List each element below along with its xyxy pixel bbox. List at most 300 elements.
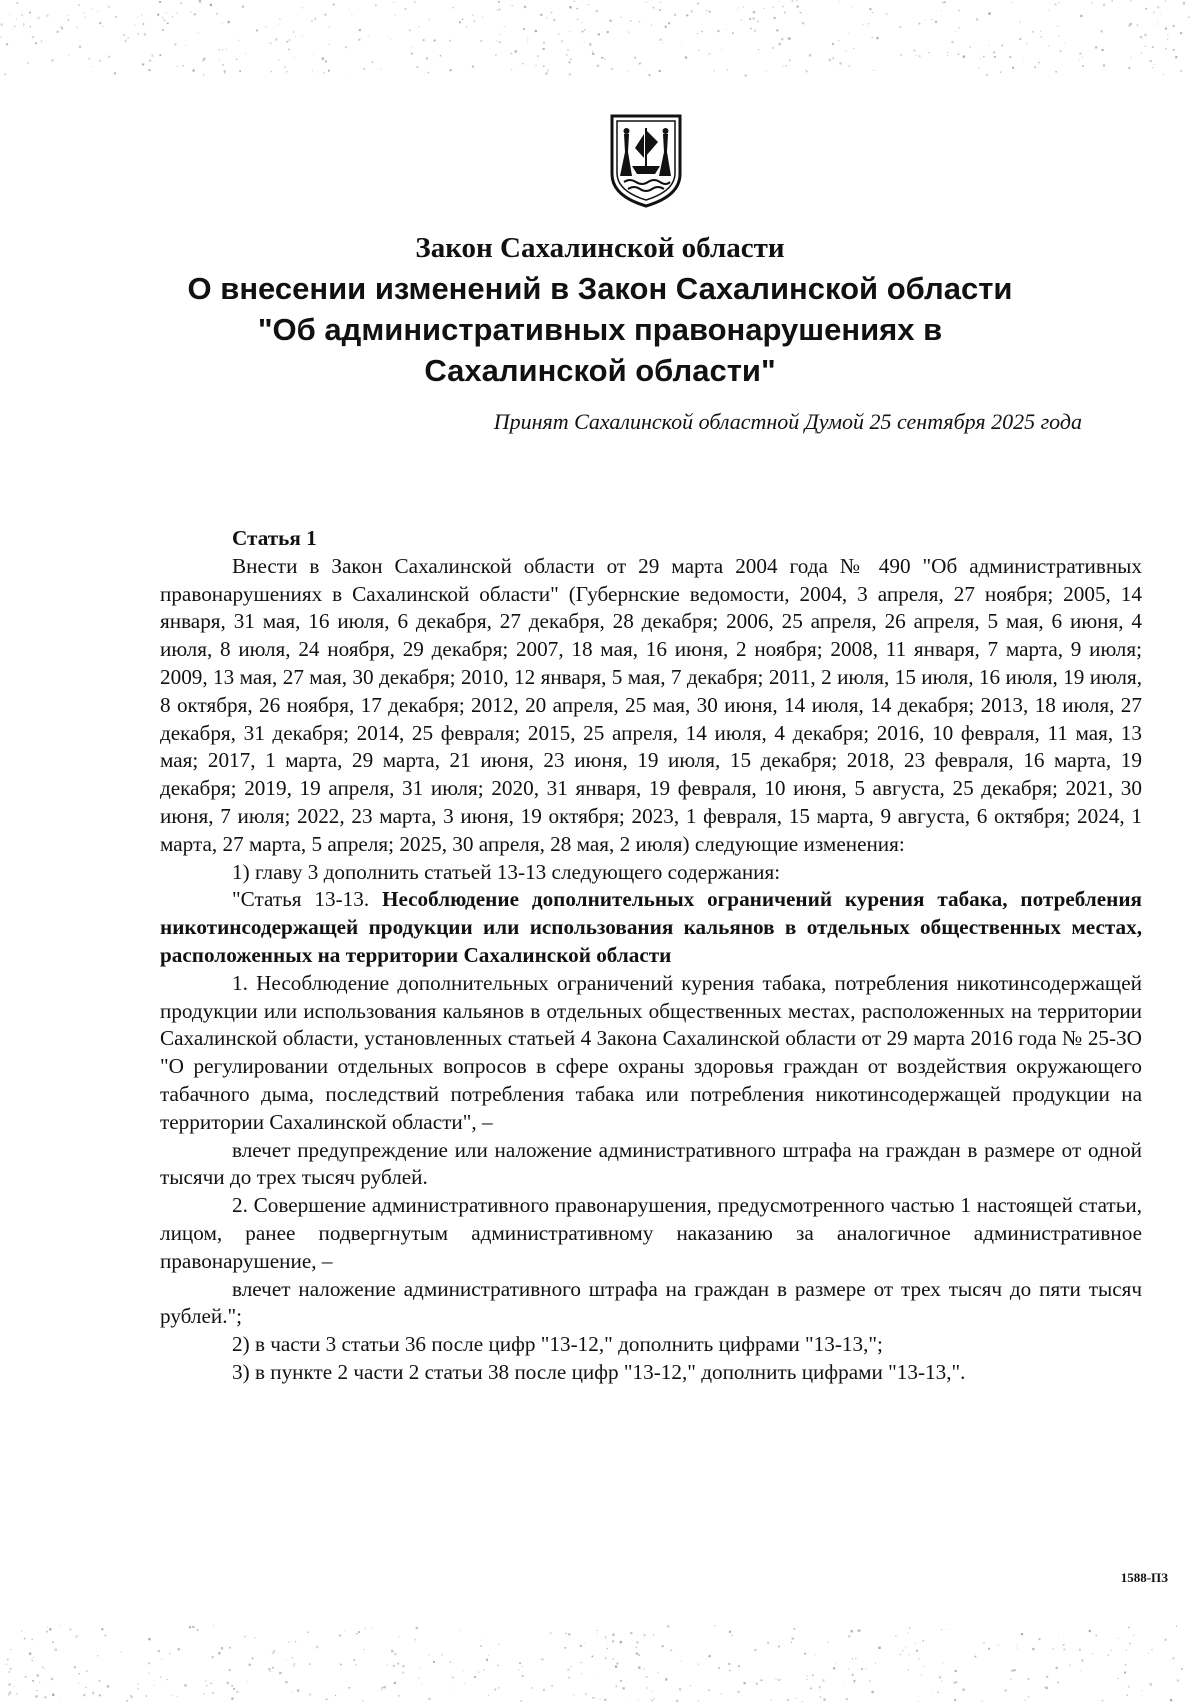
scan-speck	[851, 6, 852, 7]
new-article-prefix: "Статья 13-13.	[232, 887, 370, 912]
scan-speck	[114, 72, 116, 74]
scan-speck	[92, 1692, 94, 1694]
scan-speck	[843, 1685, 844, 1686]
scan-speck	[9, 1691, 11, 1693]
scan-speck	[685, 56, 687, 58]
scan-speck	[254, 1637, 255, 1638]
scan-speck	[718, 1667, 720, 1669]
scan-speck	[449, 40, 451, 42]
scan-speck	[131, 1696, 133, 1698]
scan-speck	[57, 31, 59, 33]
scan-speck	[137, 17, 138, 18]
scan-speck	[819, 1686, 821, 1688]
scan-speck	[1170, 1699, 1172, 1701]
scan-speck	[983, 56, 985, 58]
scan-speck	[541, 1658, 543, 1660]
scan-speck	[543, 42, 545, 44]
scan-speck	[218, 1652, 220, 1654]
scan-speck	[115, 16, 117, 18]
scan-speck	[1063, 1644, 1065, 1646]
scan-speck	[921, 1674, 922, 1675]
scan-speck	[414, 1, 415, 2]
scan-speck	[270, 42, 272, 44]
scan-speck	[568, 1633, 570, 1635]
scan-speck	[97, 1655, 98, 1656]
scan-speck	[85, 17, 86, 18]
scan-speck	[295, 36, 296, 37]
scan-speck	[686, 14, 688, 16]
scan-speck	[101, 1628, 103, 1630]
scan-speck	[459, 21, 461, 23]
scan-speck	[1152, 67, 1153, 68]
scan-speck	[32, 1660, 33, 1661]
scan-speck	[85, 1687, 86, 1688]
scan-speck	[581, 1673, 582, 1674]
scan-speck	[1013, 1669, 1015, 1671]
scan-speck	[764, 8, 765, 9]
scan-speck	[1081, 1659, 1083, 1661]
scan-speck	[868, 23, 869, 24]
scan-speck	[205, 1680, 206, 1681]
scan-speck	[1026, 43, 1027, 44]
scan-speck	[239, 70, 241, 72]
scan-speck	[596, 10, 598, 12]
scan-speck	[607, 31, 609, 33]
scan-speck	[350, 75, 351, 76]
scan-speck	[855, 1658, 856, 1659]
scan-speck	[566, 54, 567, 55]
scan-speck	[1151, 1649, 1152, 1650]
scan-speck	[47, 1627, 48, 1628]
sakhalin-coat-of-arms-icon	[608, 112, 684, 208]
scan-speck	[44, 1696, 46, 1698]
scan-speck	[697, 3, 699, 5]
scan-speck	[543, 1689, 545, 1691]
scan-speck	[51, 1678, 53, 1680]
scan-speck	[1040, 31, 1041, 32]
scan-speck	[463, 1670, 464, 1671]
scan-speck	[639, 63, 640, 64]
scan-speck	[202, 60, 204, 62]
scan-speck	[1056, 1667, 1058, 1669]
scan-speck	[908, 1669, 909, 1670]
scan-speck	[863, 24, 864, 25]
scan-speck	[1165, 28, 1167, 30]
scan-speck	[638, 1666, 640, 1668]
scan-speck	[1181, 1668, 1183, 1670]
scan-speck	[638, 1700, 639, 1701]
scan-speck	[141, 14, 142, 15]
scan-speck	[872, 12, 873, 13]
scan-speck	[607, 1644, 608, 1645]
scan-speck	[547, 70, 549, 72]
scan-speck	[1101, 30, 1103, 32]
scan-speck	[25, 1676, 27, 1678]
scan-speck	[955, 31, 956, 32]
scan-speck	[242, 6, 244, 8]
scan-speck	[573, 1695, 574, 1696]
scan-speck	[61, 26, 62, 27]
document-body	[160, 525, 1142, 1387]
adoption-date: Принят Сахалинской областной Думой 25 сентября 2025 года	[493, 409, 1082, 434]
scan-speck	[164, 19, 166, 21]
scan-speck	[592, 1656, 594, 1658]
scan-speck	[484, 1669, 485, 1670]
scan-speck	[851, 1630, 853, 1632]
scan-speck	[1173, 49, 1175, 51]
scan-speck	[84, 12, 85, 13]
scan-speck	[518, 1670, 519, 1671]
scan-speck	[838, 1, 839, 2]
scan-speck	[352, 15, 353, 16]
scan-speck	[160, 1676, 161, 1677]
scan-speck	[1063, 1649, 1065, 1651]
scan-speck	[932, 1693, 933, 1694]
scan-speck	[852, 1658, 853, 1659]
scan-speck	[97, 11, 98, 12]
scan-speck	[941, 10, 942, 11]
scan-speck	[944, 1, 946, 3]
scan-speck	[709, 53, 711, 55]
scan-speck	[643, 1669, 644, 1670]
scan-speck	[942, 1680, 943, 1681]
document-code: 1588-ПЗ	[1120, 1570, 1168, 1585]
scan-speck	[345, 47, 347, 49]
scan-speck	[309, 1663, 311, 1665]
scan-speck	[278, 24, 279, 25]
scan-speck	[35, 42, 37, 44]
scan-speck	[37, 1690, 38, 1691]
scan-speck	[329, 44, 330, 45]
scan-speck	[953, 1682, 955, 1684]
scan-speck	[1130, 23, 1132, 25]
scan-speck	[738, 1665, 740, 1667]
scan-speck	[585, 1693, 587, 1695]
scan-speck	[462, 19, 463, 20]
scan-speck	[229, 1647, 231, 1649]
scan-speck	[293, 31, 294, 32]
scan-speck	[429, 19, 430, 20]
scan-speck	[460, 1630, 461, 1631]
scan-speck	[1020, 22, 1021, 23]
scan-speck	[668, 22, 670, 24]
scan-speck	[249, 1664, 251, 1666]
scan-speck	[268, 1668, 270, 1670]
scan-speck	[88, 58, 90, 60]
scan-speck	[958, 53, 960, 55]
scan-speck	[714, 1625, 715, 1626]
scan-speck	[1188, 17, 1190, 19]
scan-speck	[947, 52, 948, 53]
scan-speck	[1165, 1639, 1167, 1641]
scan-speck	[216, 13, 218, 15]
scan-speck	[1010, 56, 1012, 58]
scan-speck	[452, 1676, 454, 1678]
scan-speck	[93, 1694, 94, 1695]
scan-speck	[288, 1642, 289, 1643]
scan-speck	[1005, 1690, 1007, 1692]
scan-speck	[1032, 1648, 1034, 1650]
scan-speck	[806, 71, 807, 72]
scan-speck	[1079, 1649, 1081, 1651]
scan-speck	[561, 40, 563, 42]
scan-speck	[297, 1689, 299, 1691]
scan-speck	[708, 1656, 709, 1657]
scan-speck	[316, 1646, 318, 1648]
scan-speck	[79, 4, 80, 5]
scan-speck	[580, 1645, 582, 1647]
scan-speck	[651, 1691, 652, 1692]
scan-speck	[295, 1641, 296, 1642]
scan-speck	[1011, 1670, 1013, 1672]
scan-speck	[1023, 61, 1024, 62]
scan-speck	[1125, 1664, 1127, 1666]
scan-speck	[925, 20, 926, 21]
scan-speck	[1133, 1635, 1134, 1636]
scan-speck	[302, 36, 303, 37]
scan-speck	[426, 57, 428, 59]
scan-speck	[291, 1691, 292, 1692]
scan-speck	[302, 7, 303, 8]
scan-speck	[931, 19, 932, 20]
scan-speck	[1082, 65, 1084, 67]
scan-speck	[914, 50, 916, 52]
scan-speck	[421, 1684, 422, 1685]
scan-speck	[356, 1633, 358, 1635]
scan-speck	[149, 60, 151, 62]
scan-speck	[184, 1684, 186, 1686]
scan-speck	[772, 47, 774, 49]
scan-speck	[55, 1649, 57, 1651]
scan-speck	[1059, 35, 1060, 36]
scan-speck	[231, 1685, 233, 1687]
scan-speck	[285, 1660, 286, 1661]
scan-speck	[1172, 1657, 1174, 1659]
scan-speck	[1180, 70, 1182, 72]
scan-speck	[853, 1680, 855, 1682]
scan-speck	[154, 1685, 155, 1686]
scan-speck	[498, 1, 500, 3]
scan-speck	[24, 1638, 25, 1639]
scan-speck	[153, 1680, 154, 1681]
scan-speck	[788, 37, 790, 39]
scan-speck	[167, 1679, 168, 1680]
scan-speck	[420, 1668, 421, 1669]
scan-speck	[451, 1687, 452, 1688]
scan-speck	[9, 15, 10, 16]
scan-speck	[756, 1683, 758, 1685]
scan-speck	[869, 1680, 871, 1682]
scan-speck	[1163, 74, 1164, 75]
scan-speck	[660, 2, 661, 3]
scan-speck	[7, 1659, 9, 1661]
scan-speck	[786, 65, 787, 66]
scan-speck	[1034, 66, 1036, 68]
scan-speck	[308, 1632, 309, 1633]
scan-speck	[349, 9, 350, 10]
scan-speck	[1154, 64, 1155, 65]
scan-speck	[597, 1633, 598, 1634]
scan-speck	[411, 47, 412, 48]
scan-speck	[718, 30, 720, 32]
scan-speck	[789, 59, 791, 61]
scan-speck	[76, 1636, 78, 1638]
scan-speck	[441, 1654, 443, 1656]
scan-speck	[1177, 1680, 1179, 1682]
scan-speck	[368, 35, 369, 36]
scan-speck	[900, 54, 901, 55]
scan-speck	[70, 1629, 72, 1631]
scan-speck	[636, 1647, 637, 1648]
scan-speck	[783, 66, 784, 67]
scan-speck	[886, 13, 888, 15]
scan-speck	[1153, 12, 1155, 14]
scan-speck	[1103, 5, 1104, 6]
scan-speck	[570, 59, 571, 60]
scan-speck	[99, 1680, 101, 1682]
scan-speck	[665, 26, 667, 28]
scan-speck	[522, 1675, 524, 1677]
scan-speck	[630, 1632, 632, 1634]
scan-speck	[395, 14, 396, 15]
scan-speck	[292, 1657, 294, 1659]
scan-speck	[8, 1693, 10, 1695]
scan-speck	[428, 72, 429, 73]
scan-speck	[1017, 1648, 1018, 1649]
scan-speck	[612, 1658, 614, 1660]
scan-speck	[963, 56, 965, 58]
scan-speck	[39, 1682, 40, 1683]
scan-speck	[222, 23, 223, 24]
scan-speck	[610, 20, 612, 22]
scan-speck	[1144, 34, 1146, 36]
scan-speck	[849, 33, 850, 34]
article-heading: Статья 1	[232, 526, 317, 550]
scan-speck	[722, 50, 723, 51]
scan-speck	[766, 70, 767, 71]
scan-speck	[674, 14, 676, 16]
scan-speck	[1175, 56, 1177, 58]
scan-speck	[143, 23, 145, 25]
scan-speck	[515, 50, 517, 52]
scan-speck	[180, 3, 182, 5]
scan-speck	[213, 1625, 214, 1626]
scan-speck	[551, 1685, 553, 1687]
scan-speck	[584, 42, 585, 43]
scan-speck	[701, 31, 702, 32]
scan-speck	[204, 1693, 205, 1694]
scan-speck	[473, 21, 474, 22]
scan-speck	[993, 52, 995, 54]
scan-speck	[1081, 1670, 1082, 1671]
scan-speck	[423, 39, 425, 41]
scan-speck	[44, 1668, 45, 1669]
scan-speck	[450, 69, 452, 71]
scan-speck	[172, 16, 174, 18]
scan-speck	[998, 1644, 999, 1645]
law-subtitle: О внесении изменений в Закон Сахалинской области "Об административных правонарушениях в Сахалинской области"	[187, 271, 1013, 388]
scan-speck	[654, 1698, 656, 1700]
scan-speck	[535, 65, 537, 67]
new-article-heading	[160, 886, 1142, 969]
scan-speck	[1048, 46, 1049, 47]
scan-speck	[919, 55, 921, 57]
scan-speck	[919, 23, 921, 25]
scan-speck	[353, 1659, 355, 1661]
scan-speck	[1069, 1664, 1071, 1666]
scan-speck	[37, 17, 39, 19]
scan-speck	[1183, 2, 1185, 4]
scan-speck	[1157, 21, 1158, 22]
scan-speck	[946, 1629, 947, 1630]
scan-speck	[496, 41, 497, 42]
scan-speck	[895, 1635, 896, 1636]
scan-speck	[289, 39, 291, 41]
scan-speck	[1012, 67, 1014, 69]
scan-speck	[238, 40, 239, 41]
scan-speck	[358, 1631, 360, 1633]
scan-speck	[584, 29, 585, 30]
scan-speck	[857, 1629, 859, 1631]
scan-speck	[488, 1695, 489, 1696]
scan-speck	[527, 38, 528, 39]
scan-speck	[737, 8, 738, 9]
scan-speck	[6, 43, 8, 45]
scan-speck	[1079, 53, 1081, 55]
scan-speck	[201, 3, 202, 4]
scan-speck	[988, 1648, 990, 1650]
scan-speck	[21, 1631, 22, 1632]
scan-speck	[212, 1656, 214, 1658]
scan-speck	[78, 1673, 79, 1674]
scan-speck	[779, 1, 780, 2]
scan-speck	[233, 1688, 235, 1690]
scan-speck	[1165, 0, 1166, 1]
scan-speck	[714, 71, 715, 72]
scan-speck	[900, 1654, 901, 1655]
scan-speck	[349, 1687, 351, 1689]
scan-speck	[878, 1647, 880, 1649]
scan-speck	[1128, 1686, 1130, 1688]
new-article-part-2: 2. Совершение административного правонарушения, предусмотренного частью 1 настоящей статьи, лицом, ранее подвергнутым административному наказанию за аналогичное административное правонарушение, –	[160, 1193, 1142, 1273]
scan-speck	[144, 33, 146, 35]
scan-speck	[574, 1, 575, 2]
scan-speck	[839, 62, 841, 64]
scan-speck	[6, 1664, 7, 1665]
scan-speck	[162, 17, 164, 19]
scan-speck	[605, 59, 606, 60]
part-2-sanction: влечет наложение административного штрафа на граждан в размере от трех тысяч до пяти тысяч рублей.";	[160, 1276, 1142, 1329]
scan-speck	[615, 1666, 617, 1668]
scan-speck	[592, 50, 593, 51]
scan-speck	[224, 72, 225, 73]
scan-speck	[767, 1642, 769, 1644]
scan-speck	[1128, 1627, 1130, 1629]
scan-speck	[986, 74, 988, 76]
scan-speck	[203, 74, 205, 76]
scan-speck	[809, 54, 811, 56]
scan-speck	[830, 61, 831, 62]
scan-speck	[178, 1648, 180, 1650]
scan-speck	[472, 66, 474, 68]
scan-speck	[832, 43, 834, 45]
scan-speck	[99, 22, 101, 24]
scan-speck	[589, 43, 591, 45]
scan-speck	[52, 1694, 54, 1696]
scan-speck	[394, 1682, 396, 1684]
scan-speck	[1038, 62, 1039, 63]
scan-speck	[29, 12, 31, 14]
